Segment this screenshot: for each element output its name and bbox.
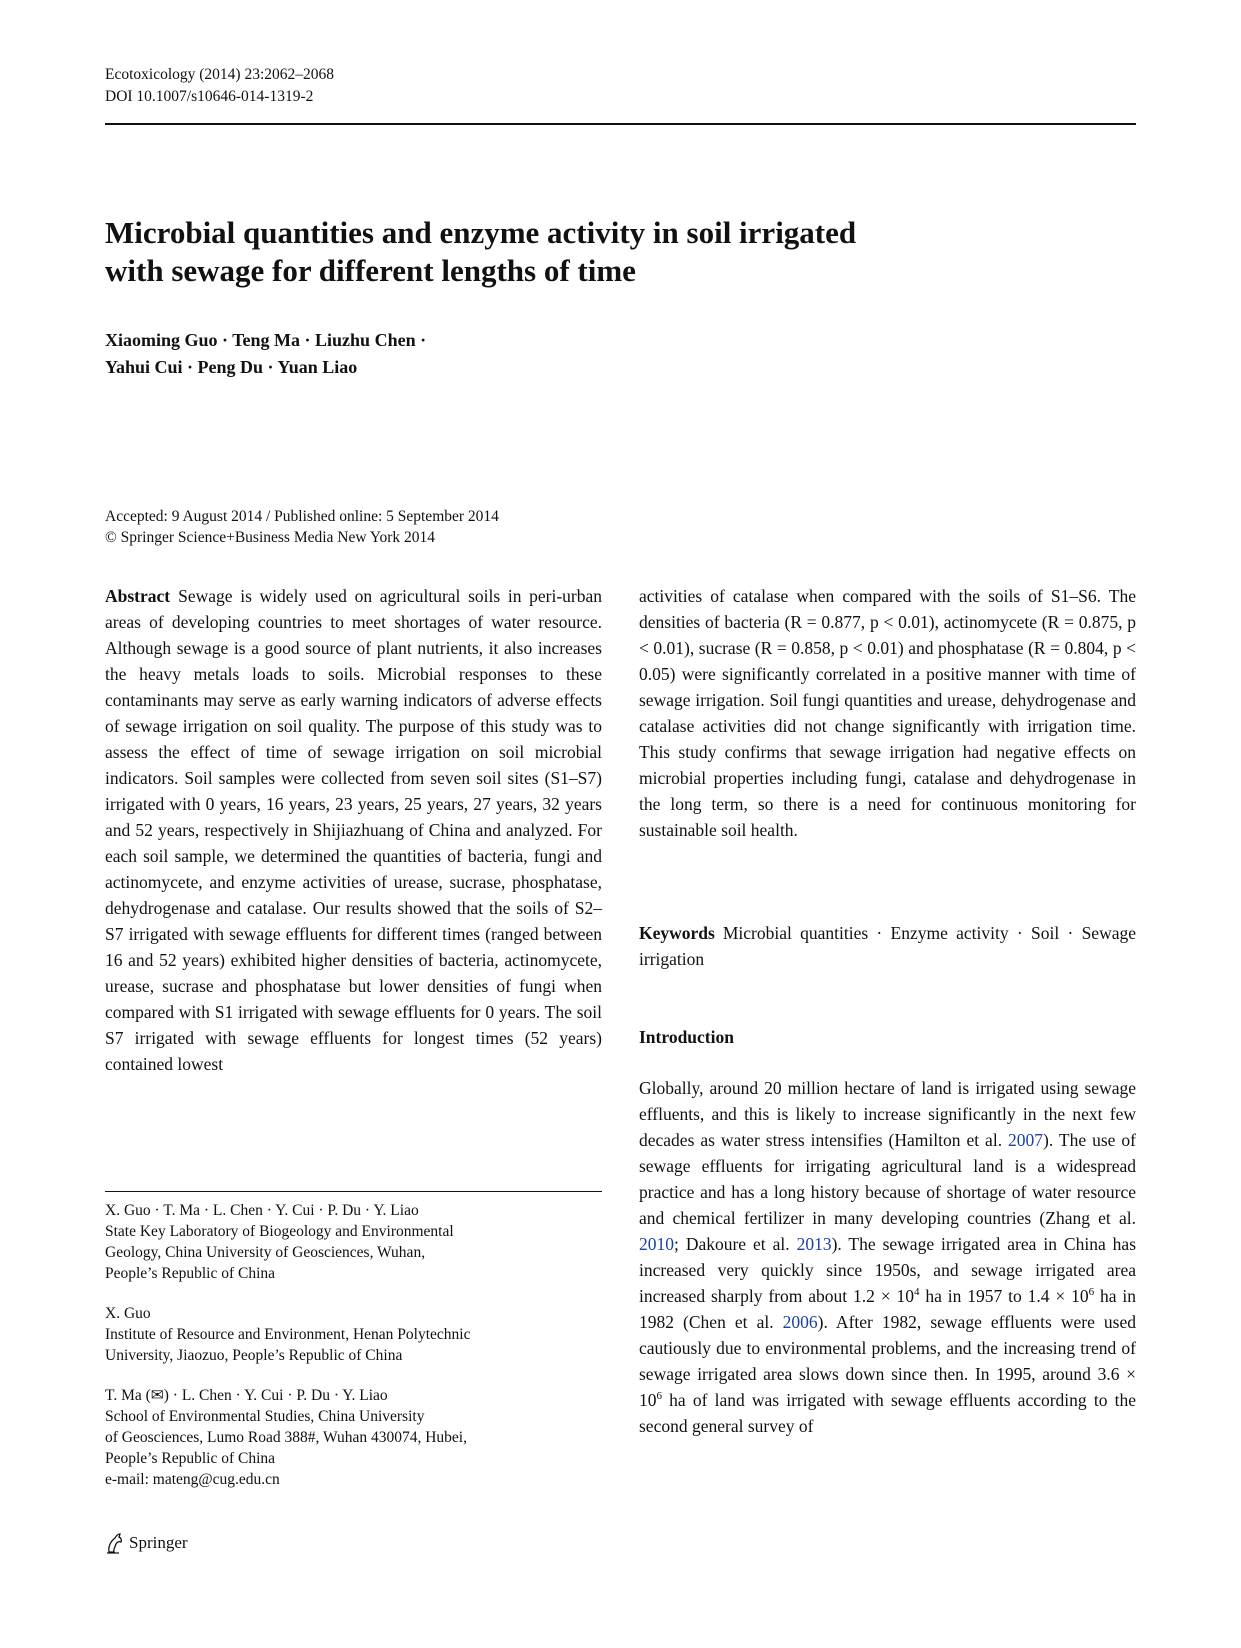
springer-horse-icon xyxy=(105,1532,125,1554)
copyright: © Springer Science+Business Media New York 2014 xyxy=(105,529,436,546)
author-list: Xiaoming Guo · Teng Ma · Liuzhu Chen · Yahui Cui · Peng Du · Yuan Liao xyxy=(105,330,427,377)
abstract-left-column xyxy=(105,583,602,1077)
header-rule xyxy=(105,123,1136,125)
footnote-rule xyxy=(105,1191,602,1192)
introduction-paragraph: Globally, around 20 million hectare of land is irrigated using sewage effluents, and this is likely to increase significantly in the next few decades as water stress intensifies (Hamilton et al. 2007). The use of sewage effluents for irrigating agricultural land is a widespread practice and has a long history because of shortage of water resource and chemical fertilizer in many developing countries (Zhang et al. 2010; Dakoure et al. 2013). The sewage irrigated area in China has increased very quickly since 1950s, and sewage irrigated area increased sharply from about $1.2 \times 10^4$ ha in 1957 to $1.4 \times 10^6$ ha in 1982 (Chen et al. 2006). After 1982, sewage effluents were used cautiously due to environmental problems, and the increasing trend of sewage irrigated area slows down since then. In 1995, around $3.6 \times 10^6$ ha of land was irrigated with sewage effluents according to the second general survey of xyxy=(639,1078,1137,1436)
publisher-name: Springer xyxy=(129,1533,188,1552)
keywords-text: Microbial quantities · Enzyme activity · Soil · Sewage irrigation xyxy=(639,923,1136,969)
abstract-label: Abstract xyxy=(105,586,171,606)
publication-dates xyxy=(105,506,499,548)
article-title: Microbial quantities and enzyme activity in soil irrigated with sewage for different lengths of time xyxy=(105,215,857,288)
abstract-continuation: activities of catalase when compared with the soils of S1–S6. The densities of bacteria (R = 0.877, p < 0.01), actinomycete (R = 0.875, p < 0.01), sucrase (R = 0.858, p < 0.01) and phosphatase (R = 0.804, p < 0.05) were significantly correlated in a positive manner with time of sewage irrigation. Soil fungi quantities and urease, dehydrogenase and catalase activities did not change significantly with irrigation time. This study confirms that sewage irrigation had negative effects on microbial properties including fungi, catalase and dehydrogenase in the long term, so there is a need for continuous monitoring for sustainable soil health. xyxy=(639,586,1136,840)
affiliation-3: T. Ma (✉) · L. Chen · Y. Cui · P. Du · Y. Liao School of Environmental Studies, China University of Geosciences, Lumo Road 388#, Wuhan 430074, Hubei, People’s Republic of China e-mail: mateng@cug.edu.cn xyxy=(105,1385,602,1490)
corresponding-email: e-mail: mateng@cug.edu.cn xyxy=(105,1471,280,1488)
journal-header xyxy=(105,64,334,108)
keywords xyxy=(639,920,1136,972)
accepted-published: Accepted: 9 August 2014 / Published online: 5 September 2014 xyxy=(105,508,499,525)
abstract-right-column xyxy=(639,583,1136,843)
citation-link[interactable]: 2006 xyxy=(782,1312,818,1332)
publisher-footer xyxy=(105,1532,188,1554)
citation-link[interactable]: 2010 xyxy=(639,1234,674,1254)
affiliation-2: X. Guo Institute of Resource and Environment, Henan Polytechnic University, Jiaozuo, People’s Republic of China xyxy=(105,1305,471,1364)
citation-link[interactable]: 2007 xyxy=(1008,1130,1044,1150)
doi: DOI 10.1007/s10646-014-1319-2 xyxy=(105,88,314,105)
introduction-heading: Introduction xyxy=(639,1027,734,1047)
introduction-body xyxy=(639,1075,1136,1439)
journal-citation: Ecotoxicology (2014) 23:2062–2068 xyxy=(105,66,335,83)
citation-link[interactable]: 2013 xyxy=(796,1234,832,1254)
keywords-label: Keywords xyxy=(639,923,715,943)
abstract-paragraph: Abstract Sewage is widely used on agricultural soils in peri-urban areas of developing countries to meet shortages of water resource. Although sewage is a good source of plant nutrients, it also increases the heavy metals loads to soils. Microbial responses to these contaminants may serve as early warning indicators of adverse effects of sewage irrigation on soil quality. The purpose of this study was to assess the effect of time of sewage irrigation on soil microbial indicators. Soil samples were collected from seven soil sites (S1–S7) irrigated with 0 years, 16 years, 23 years, 25 years, 27 years, 32 years and 52 years, respectively in Shijiazhuang of China and analyzed. For each soil sample, we determined the quantities of bacteria, fungi and actinomycete, and enzyme activities of urease, sucrase, phosphatase, dehydrogenase and catalase. Our results showed that the soils of S2–S7 irrigated with sewage effluents for different times (ranged between 16 and 52 years) exhibited higher densities of bacteria, actinomycete, urease, sucrase and phosphatase but lower densities of fungi when compared with S1 irrigated with sewage effluents for 0 years. The soil S7 irrigated with sewage effluents for longest times (52 years) contained lowest xyxy=(105,586,602,1074)
affiliation-1: X. Guo · T. Ma · L. Chen · Y. Cui · P. Du · Y. Liao State Key Laboratory of Biogeology and Environmental Geology, China University of Geosciences, Wuhan, People’s Republic of China xyxy=(105,1202,454,1282)
